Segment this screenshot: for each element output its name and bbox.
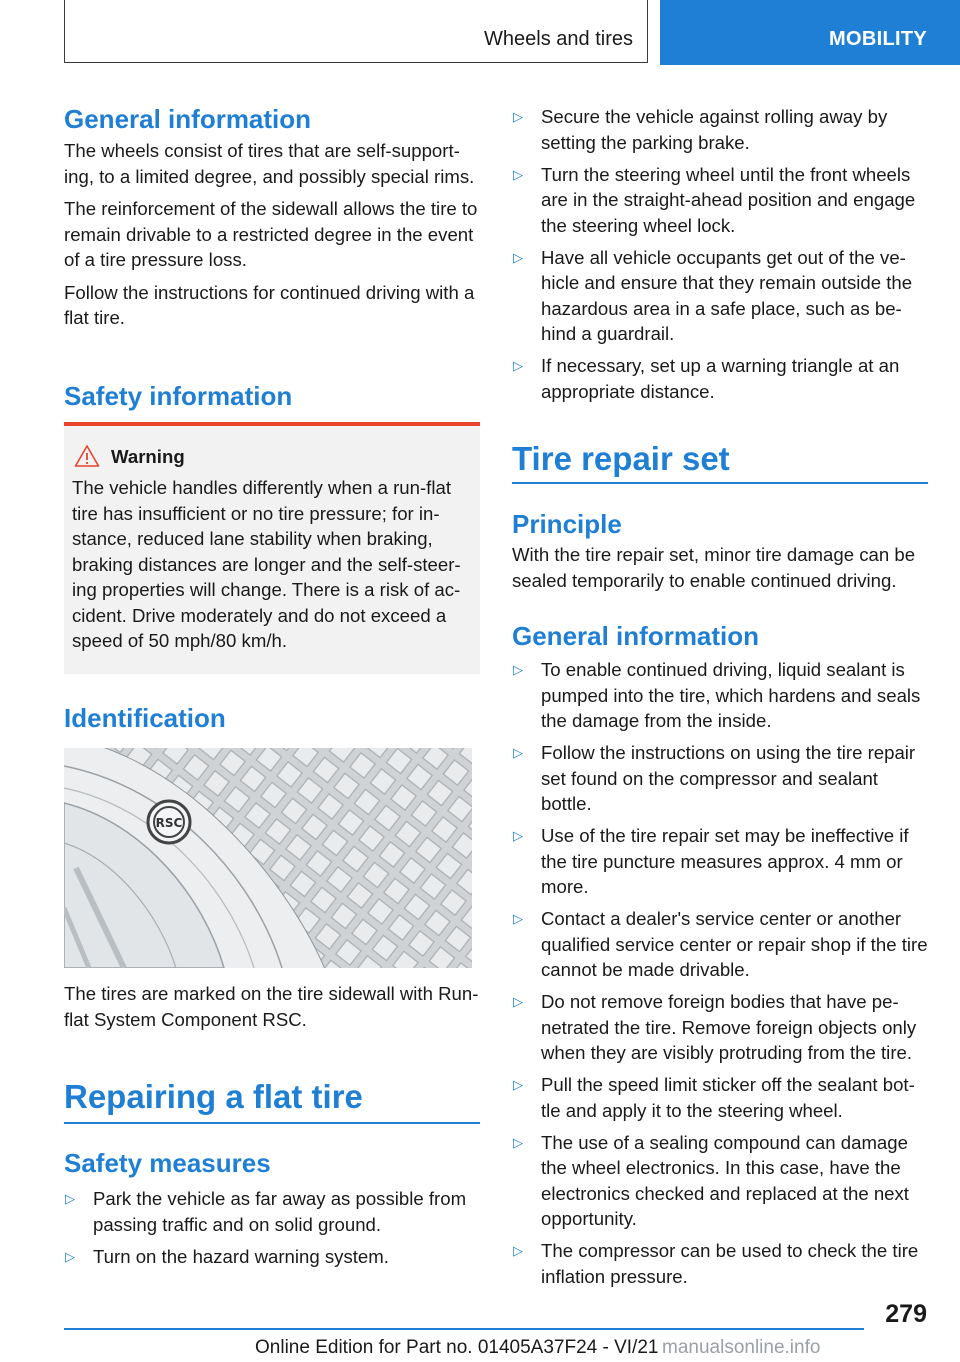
heading-rule: [64, 1122, 480, 1124]
principle-text: With the tire repair set, minor tire damage can be sealed temporarily to enable continued driving.: [512, 544, 916, 591]
repairing-heading: Repairing a flat tire: [64, 1078, 363, 1115]
list-item: ▷ The compressor can be used to check the tire inflation pressure.: [513, 1240, 919, 1287]
warning-triangle-icon: [74, 444, 100, 468]
list-item: ▷ Have all vehicle occupants get out of the ve-hicle and ensure that they remain outside the hazardous area in a safe place, such as be-hind a guardrail.: [513, 246, 913, 344]
list-item: ▷ Park the vehicle as far away as possible from passing traffic and on solid ground.: [65, 1188, 467, 1235]
page-number: 279: [885, 1300, 927, 1328]
repair-general-information-section: [512, 621, 928, 1296]
list-item: ▷ Turn on the hazard warning system.: [64, 1244, 480, 1270]
repair-general-information-heading: General information: [512, 621, 760, 651]
safety-measures-section: [64, 1148, 480, 1276]
edition-text: Online Edition for Part no. 01405A37F24 - VI/21: [255, 1337, 659, 1358]
list-item: ▷ Secure the vehicle against rolling away by setting the parking brake.: [513, 106, 888, 153]
list-item: ▷ To enable continued driving, liquid sealant is pumped into the tire, which hardens and seals the damage from the inside.: [513, 659, 921, 731]
bullet-triangle-icon: ▷: [513, 166, 523, 182]
tire-repair-set-section: [512, 440, 928, 478]
repair-general-information-list: [512, 657, 928, 1289]
tire-sidewall-illustration: [64, 748, 472, 968]
list-item: ▷ The use of a sealing compound can damage the wheel electronics. In this case, have the electronics checked and replaced at the next opportunity.: [513, 1131, 909, 1229]
running-header-section: [64, 0, 648, 63]
bullet-triangle-icon: ▷: [513, 358, 523, 373]
identification-caption: [64, 981, 480, 1032]
paragraph: Follow the instructions for continued driving with a flat tire.: [64, 281, 475, 328]
chapter-title: MOBILITY: [829, 28, 927, 50]
bullet-triangle-icon: ▷: [513, 249, 523, 265]
paragraph: The wheels consist of tires that are self-support-ing, to a limited degree, and possibly special rims.: [64, 140, 475, 187]
bullet-triangle-icon: ▷: [513, 662, 523, 677]
list-item: ▷ Use of the tire repair set may be ineffective if the tire puncture measures approx. 4 mm or more.: [513, 825, 909, 897]
list-item: ▷ Contact a dealer's service center or another qualified service center or repair shop if the tire cannot be made drivable.: [513, 908, 928, 980]
safety-measures-heading: Safety measures: [64, 1148, 271, 1178]
bullet-triangle-icon: ▷: [513, 1243, 523, 1258]
safety-measures-continued: [512, 104, 928, 411]
warning-header: [72, 444, 472, 472]
caption-text: The tires are marked on the tire sidewall with Run-flat System Component RSC.: [64, 983, 479, 1030]
safety-measures-list: [64, 1186, 480, 1269]
running-header-chapter: [660, 0, 960, 65]
paragraph: The reinforcement of the sidewall allows the tire to remain drivable to a restricted degree in the event of a tire pressure loss.: [64, 198, 478, 270]
identification-heading: Identification: [64, 703, 226, 733]
bullet-triangle-icon: ▷: [513, 745, 523, 760]
footer-rule: [64, 1328, 864, 1330]
list-item: ▷ Pull the speed limit sticker off the sealant bot-tle and apply it to the steering wheel.: [513, 1074, 915, 1121]
section-title: Wheels and tires: [484, 28, 633, 50]
principle-section: [512, 509, 928, 593]
principle-heading: Principle: [512, 509, 622, 539]
safety-information-section: [64, 381, 480, 411]
watermark: manualsonline.info: [662, 1337, 821, 1358]
bullet-triangle-icon: ▷: [513, 1077, 523, 1092]
warning-box: [64, 422, 480, 674]
warning-text: The vehicle handles differently when a run-flat tire has insufficient or no tire pressure; for in-stance, reduced lane stability when braking, braking distances are longer and the self-steer-ing properties will change. There is a risk of ac-cident. Drive moderately and do not exceed a speed of 50 mph/80 km/h.: [72, 477, 461, 651]
bullet-triangle-icon: ▷: [513, 109, 523, 124]
bullet-triangle-icon: ▷: [513, 828, 523, 843]
bullet-triangle-icon: ▷: [513, 1134, 523, 1150]
list-item: ▷ Follow the instructions on using the tire repair set found on the compressor and sealant bottle.: [513, 742, 916, 814]
warning-title: Warning: [111, 446, 185, 467]
bullet-triangle-icon: ▷: [65, 1248, 75, 1264]
tire-illustration-svg: [64, 748, 472, 968]
tire-repair-set-heading: Tire repair set: [512, 440, 730, 477]
list-item: ▷ Turn the steering wheel until the front wheels are in the straight-ahead position and engage the steering wheel lock.: [513, 163, 916, 236]
safety-measures-list-continued: [512, 104, 928, 404]
general-information-heading: General information: [64, 104, 312, 134]
identification-section: [64, 703, 480, 733]
bullet-triangle-icon: ▷: [513, 994, 523, 1009]
heading-rule: [512, 482, 928, 484]
safety-information-heading: Safety information: [64, 381, 293, 411]
general-information-section: [64, 104, 480, 331]
repairing-section: [64, 1078, 480, 1116]
bullet-triangle-icon: ▷: [513, 911, 523, 926]
list-item: ▷ Do not remove foreign bodies that have pe-netrated the tire. Remove foreign objects only when they are visibly protruding from the tire.: [513, 991, 917, 1063]
bullet-triangle-icon: ▷: [65, 1191, 75, 1206]
rsc-badge-text: RSC: [155, 816, 183, 830]
list-item: ▷ If necessary, set up a warning triangle at an appropriate distance.: [513, 355, 900, 402]
